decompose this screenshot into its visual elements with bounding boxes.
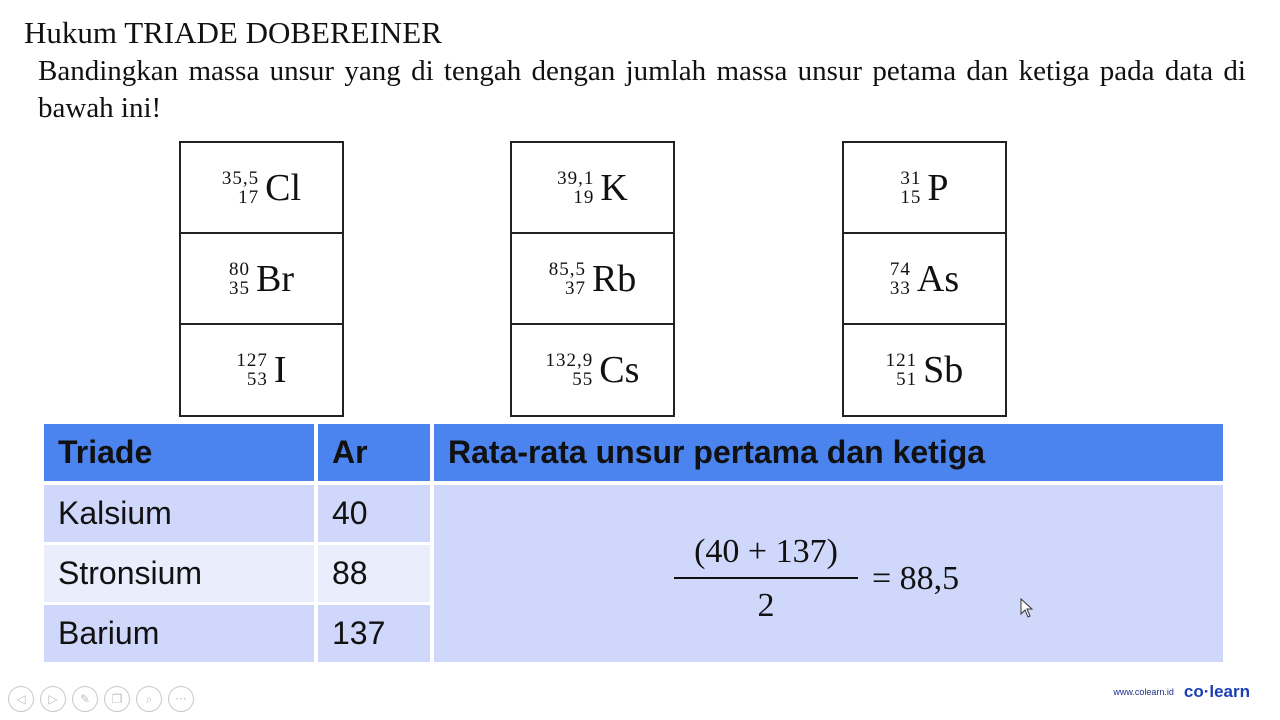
header-average: Rata-rata unsur pertama dan ketiga (434, 424, 1223, 481)
mass-number: 80 (229, 258, 250, 280)
element-cell (844, 325, 1005, 415)
cell-name-3: Barium (44, 605, 314, 662)
element-symbol: K (600, 166, 628, 209)
triad-box-2 (510, 141, 675, 417)
atomic-number: 33 (889, 277, 911, 299)
element-cell (512, 234, 673, 325)
fraction (674, 533, 858, 625)
atomic-number: 19 (573, 186, 595, 208)
element-symbol: Cl (265, 166, 302, 209)
brand (1113, 682, 1250, 702)
mass-number: 31 (900, 167, 922, 189)
cell-name-2: Stronsium (44, 545, 314, 602)
header-triade: Triade (44, 424, 314, 481)
element-symbol: Br (256, 257, 294, 300)
numerator: (40 + 137) (694, 533, 838, 570)
denominator: 2 (757, 587, 775, 624)
element-cell (844, 143, 1005, 234)
element-symbol: Sb (923, 349, 964, 391)
atomic-number: 53 (246, 369, 268, 390)
element-symbol: P (927, 166, 949, 209)
mass-number: 85,5 (548, 258, 586, 280)
zoom-icon[interactable]: ⌕ (136, 686, 162, 712)
triad-box-3 (842, 141, 1007, 417)
triad-table (44, 424, 1223, 662)
element-cell (512, 325, 673, 415)
mass-number: 35,5 (221, 167, 260, 189)
colearn-logo: co·learn (1183, 682, 1250, 701)
atomic-number: 35 (229, 277, 250, 299)
element-symbol: Cs (599, 349, 640, 391)
cell-ar-3: 137 (318, 605, 430, 662)
mouse-cursor-icon (1020, 598, 1034, 618)
header-ar: Ar (318, 424, 430, 481)
mass-number: 121 (885, 350, 918, 371)
page-title: Hukum TRIADE DOBEREINER (24, 15, 442, 50)
site-url[interactable]: www.colearn.id (1113, 687, 1174, 697)
element-cell (844, 234, 1005, 325)
mass-number: 132,9 (545, 350, 594, 371)
triad-box-1 (179, 141, 344, 417)
next-icon[interactable]: ▷ (40, 686, 66, 712)
cell-ar-1: 40 (318, 485, 430, 542)
element-symbol: As (916, 257, 960, 300)
average-formula (674, 533, 959, 625)
atomic-number: 15 (900, 186, 922, 208)
atomic-number: 51 (896, 369, 918, 390)
copy-icon[interactable]: ❐ (104, 686, 130, 712)
element-cell (181, 143, 342, 234)
player-controls (8, 686, 194, 712)
prev-icon[interactable]: ◁ (8, 686, 34, 712)
cell-ar-2: 88 (318, 545, 430, 602)
cell-name-1: Kalsium (44, 485, 314, 542)
instruction-text: Bandingkan massa unsur yang di tengah dengan jumlah massa unsur petama dan ketiga pada data di bawah ini! (38, 55, 1246, 124)
element-cell (181, 325, 342, 415)
mass-number: 74 (889, 258, 911, 280)
more-icon[interactable]: ··· (168, 686, 194, 712)
element-cell (181, 234, 342, 325)
atomic-number: 55 (572, 369, 594, 390)
atomic-number: 37 (564, 277, 586, 299)
element-symbol: I (273, 349, 287, 391)
formula-result: = 88,5 (872, 560, 960, 597)
element-symbol: Rb (591, 257, 637, 300)
mass-number: 39,1 (557, 167, 595, 189)
pen-icon[interactable]: ✎ (72, 686, 98, 712)
formula-cell (434, 485, 1223, 662)
element-cell (512, 143, 673, 234)
atomic-number: 17 (238, 186, 260, 208)
mass-number: 127 (236, 350, 268, 371)
